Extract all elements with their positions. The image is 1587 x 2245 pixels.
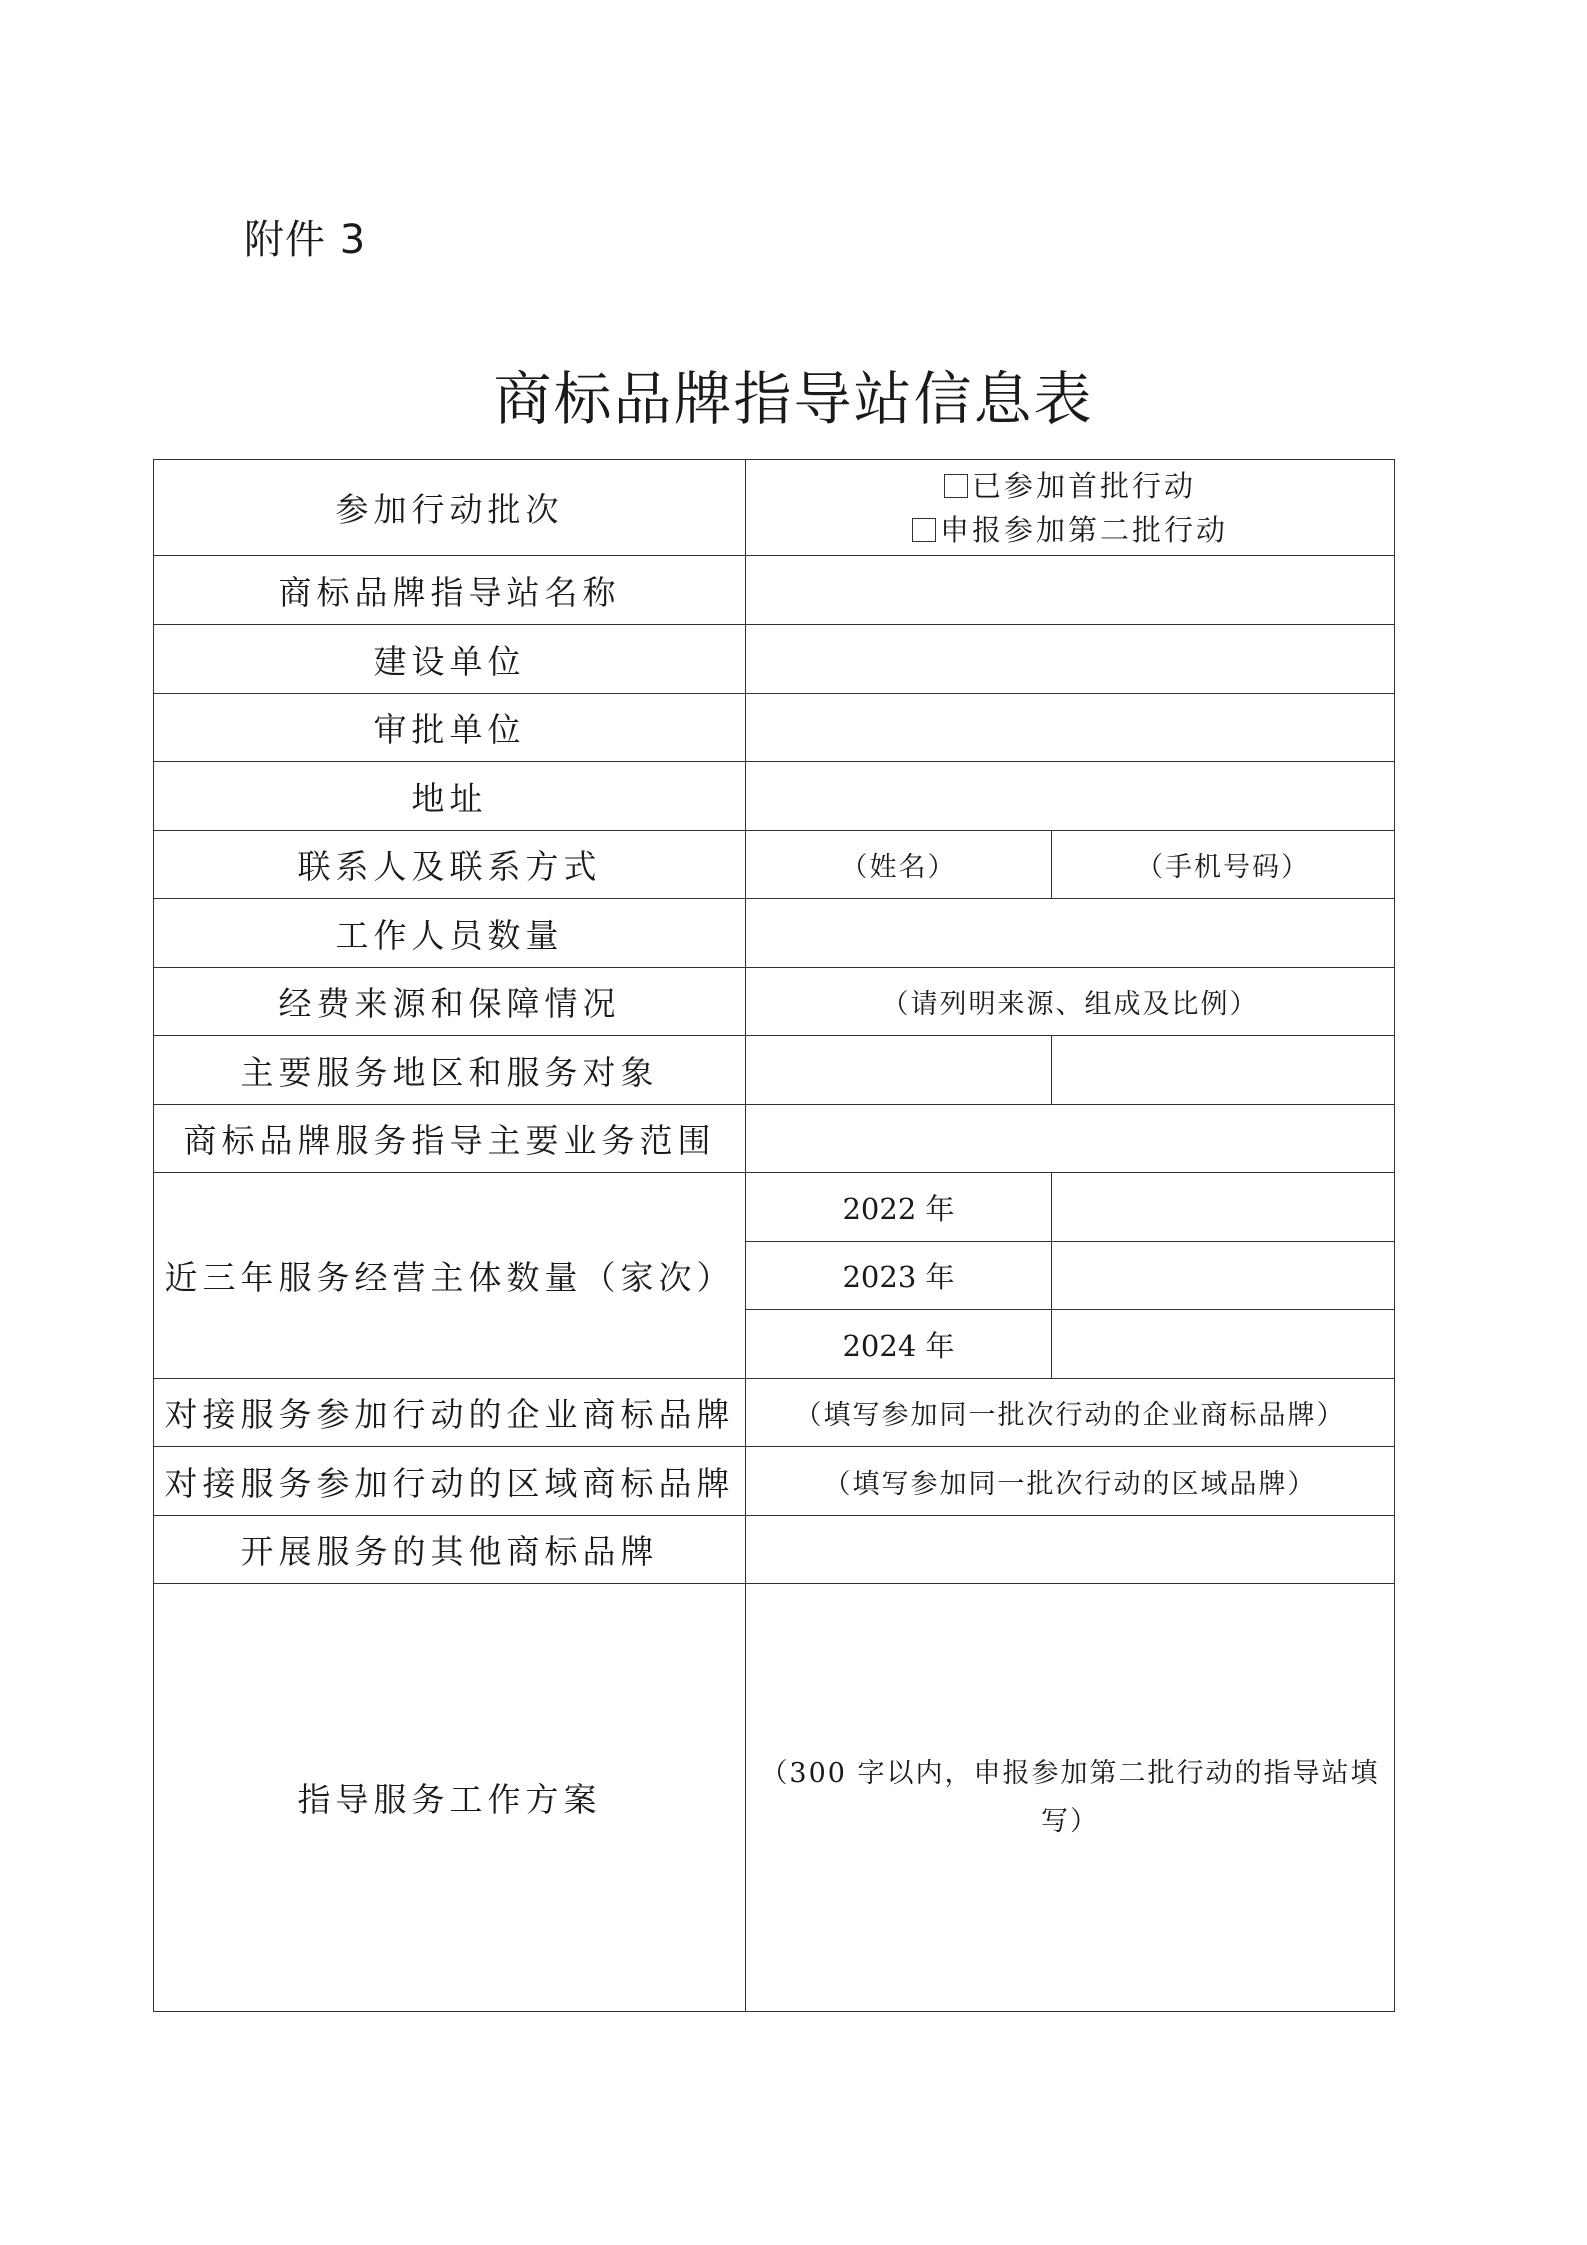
row-batch [154,460,1395,556]
year-2023-label: 2023 年 [746,1242,1052,1310]
approver-value[interactable] [746,694,1395,762]
row-address [154,762,1395,831]
row-approver [154,694,1395,762]
served-count-label: 近三年服务经营主体数量（家次） [154,1173,746,1379]
other-brands-value[interactable] [746,1516,1395,1584]
work-plan-label: 指导服务工作方案 [154,1584,746,2012]
staff-count-value[interactable] [746,899,1395,968]
approver-label: 审批单位 [154,694,746,762]
enterprise-brands-label: 对接服务参加行动的企业商标品牌 [154,1379,746,1447]
work-plan-value[interactable]: （300 字以内，申报参加第二批行动的指导站填写） [746,1584,1395,2012]
regional-brands-value[interactable]: （填写参加同一批次行动的区域品牌） [746,1447,1395,1516]
year-2024-value[interactable] [1052,1310,1395,1379]
row-station-name [154,556,1395,625]
funding-value[interactable]: （请列明来源、组成及比例） [746,968,1395,1036]
batch-option-first[interactable] [752,464,1388,508]
batch-label: 参加行动批次 [154,460,746,556]
station-name-value[interactable] [746,556,1395,625]
row-funding [154,968,1395,1036]
year-2022-label: 2022 年 [746,1173,1052,1242]
funding-label: 经费来源和保障情况 [154,968,746,1036]
service-area-value[interactable] [746,1036,1052,1105]
row-service-area [154,1036,1395,1105]
business-scope-value[interactable] [746,1105,1395,1173]
staff-count-label: 工作人员数量 [154,899,746,968]
row-contact [154,831,1395,899]
row-served-2022 [154,1173,1395,1242]
row-business-scope [154,1105,1395,1173]
other-brands-label: 开展服务的其他商标品牌 [154,1516,746,1584]
service-target-value[interactable] [1052,1036,1395,1105]
builder-value[interactable] [746,625,1395,694]
attachment-label: 附件 3 [244,217,367,263]
builder-label: 建设单位 [154,625,746,694]
contact-name-cell[interactable]: （姓名） [746,831,1052,899]
contact-label: 联系人及联系方式 [154,831,746,899]
row-other-brands [154,1516,1395,1584]
contact-phone-cell[interactable]: （手机号码） [1052,831,1395,899]
address-label: 地址 [154,762,746,831]
row-enterprise-brands [154,1379,1395,1447]
year-2024-label: 2024 年 [746,1310,1052,1379]
checkbox-second-batch[interactable] [912,518,936,542]
row-builder [154,625,1395,694]
batch-options [746,460,1395,556]
page-title: 商标品牌指导站信息表 [493,365,1094,433]
address-value[interactable] [746,762,1395,831]
station-name-label: 商标品牌指导站名称 [154,556,746,625]
info-form-table [153,459,1395,2012]
checkbox-first-batch[interactable] [944,474,968,498]
row-staff-count [154,899,1395,968]
row-work-plan [154,1584,1395,2012]
business-scope-label: 商标品牌服务指导主要业务范围 [154,1105,746,1173]
year-2022-value[interactable] [1052,1173,1395,1242]
year-2023-value[interactable] [1052,1242,1395,1310]
service-area-label: 主要服务地区和服务对象 [154,1036,746,1105]
option-second-label: 申报参加第二批行动 [940,512,1229,547]
option-first-label: 已参加首批行动 [972,468,1197,503]
batch-option-second[interactable] [752,508,1388,552]
regional-brands-label: 对接服务参加行动的区域商标品牌 [154,1447,746,1516]
row-regional-brands [154,1447,1395,1516]
enterprise-brands-value[interactable]: （填写参加同一批次行动的企业商标品牌） [746,1379,1395,1447]
